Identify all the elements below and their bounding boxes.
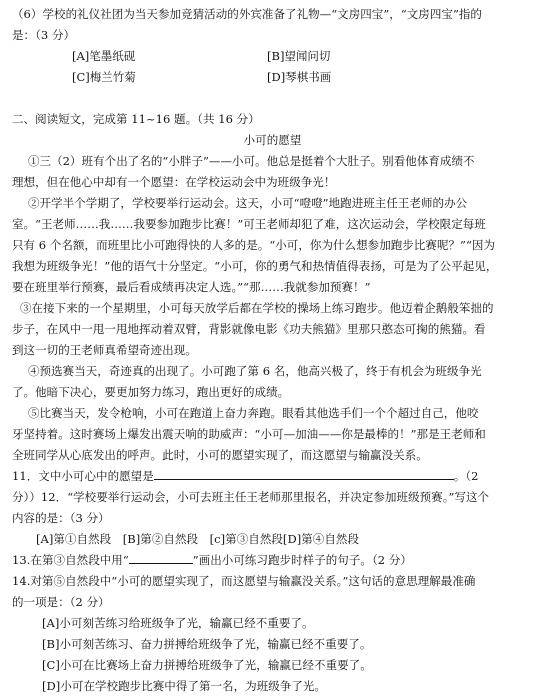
- q11-line1: [12, 466, 533, 487]
- section-heading: 二、阅读短文，完成第 11~16 题。（共 16 分）: [12, 112, 260, 126]
- p5-line2: 牙坚持着。这时赛场上爆发出震天响的助威声：“小可—加油——你是最棒的！”那是王老师和: [12, 427, 486, 441]
- p2-line2: 室。“王老师……我……我要参加跑步比赛！”可王老师却犯了难，这次运动会，学校限定每班: [12, 217, 486, 231]
- q13-mark-blank[interactable]: [129, 550, 193, 564]
- q12-stem-line1: ）12．“学校要举行运动会，小可去班主任王老师那里报名，并决定参加班级预赛。”写这个: [29, 490, 490, 504]
- p1-line2: 理想，但在他心中却有一个愿望：在学校运动会中为班级争光！: [12, 175, 336, 189]
- q12-line1: [12, 487, 533, 508]
- q14-stem-line1: 14.对第⑤自然段中“小可的愿望实现了，而这愿望与输赢没关系。”这句话的意思理解最准确: [12, 574, 476, 588]
- p4-line2: 了。他暗下决心，要更加努力练习，跑出更好的成绩。: [12, 385, 290, 399]
- q14-option-b[interactable]: [B]小可刻苦练习、奋力拼搏给班级争了光，输赢已经不重要了。: [42, 637, 372, 651]
- q14-option-a[interactable]: [A]小可刻苦练习给班级争了光，输赢已经不重要了。: [42, 616, 314, 630]
- p2-line1: ②开学半个学期了，学校要举行运动会。这天，小可“噔噔”地跑进班主任王老师的办公: [28, 196, 468, 210]
- q6-option-d[interactable]: [D]琴棋书画: [267, 70, 332, 84]
- q6-stem-line2: 是：（3 分）: [12, 28, 76, 42]
- p2-line5: 要在班里举行预赛，最后看成绩再决定人选。”“那……我就参加预赛！”: [12, 280, 371, 294]
- q6-option-c[interactable]: [C]梅兰竹菊: [72, 70, 136, 84]
- q13-line: [12, 550, 533, 571]
- p2-line3: 只有 6 个名额，而班里比小可跑得快的人多的是。“小可，你为什么想参加跑步比赛呢？”“因为: [12, 238, 496, 252]
- p5-line1: ⑤比赛当天，发令枪响，小可在跑道上奋力奔跑。眼看其他选手们一个个超过自己，他咬: [28, 406, 479, 420]
- q13-suffix: ”画出小可练习跑步时样子的句子。（2 分）: [192, 553, 412, 567]
- p3-line2: 步子，在风中一甩一甩地挥动着双臂，背影就像电影《功夫熊猫》里那只憨态可掬的熊猫。看: [12, 322, 486, 336]
- q12-options[interactable]: [A]第①自然段 [B]第②自然段 [c]第③自然段[D]第④自然段: [36, 532, 360, 546]
- q11-prefix: 11．文中小可心中的愿望是: [12, 469, 154, 483]
- passage-title: 小可的愿望: [243, 133, 302, 147]
- q14-stem-line2: 的一项是：（2 分）: [12, 595, 110, 609]
- q6-option-b[interactable]: [B]望闻问切: [267, 49, 331, 63]
- q6-option-a[interactable]: [A]笔墨纸砚: [72, 49, 136, 63]
- q13-prefix: 13.在第③自然段中用“: [12, 553, 129, 567]
- q6-stem-line1: （6）学校的礼仪社团为当天参加竞猜活动的外宾准备了礼物—“文房四宝”，“文房四宝”指的: [12, 7, 482, 21]
- q11-suffix: 。（2: [453, 469, 479, 483]
- q14-option-c[interactable]: [C]小可在比赛场上奋力拼搏给班级争了光，输赢已经不重要了。: [42, 658, 372, 672]
- p5-line3: 全班同学从心底发出的呼声。此时，小可的愿望实现了，而这愿望与输赢没关系。: [12, 448, 428, 462]
- p4-line1: ④预选赛当天，奇迹真的出现了。小可跑了第 6 名，他高兴极了，终于有机会为班级争光: [28, 364, 482, 378]
- p1-line1: ①三（2）班有个出了名的“小胖子”——小可。他总是挺着个大肚子。别看他体育成绩不: [28, 154, 475, 168]
- q12-stem-line2: 内容的是：（3 分）: [12, 511, 110, 525]
- q6-options-row1: [12, 46, 533, 67]
- p2-line4: 我想为班级争光！”他的语气十分坚定。“小可，你的勇气和热情值得表扬，可是为了公平起见，: [12, 259, 498, 273]
- q11-suffix-cont: 分）: [12, 490, 30, 504]
- q6-options-row2: [12, 67, 533, 88]
- p3-line3: 到这一切的王老师真希望奇迹出现。: [12, 343, 197, 357]
- q11-answer-blank[interactable]: [154, 466, 454, 480]
- p3-line1: ③在接下来的一个星期里，小可每天放学后都在学校的操场上练习跑步。他迈着企鹅般笨拙的: [20, 301, 494, 315]
- q14-option-d[interactable]: [D]小可在学校跑步比赛中得了第一名，为班级争了光。: [42, 679, 326, 693]
